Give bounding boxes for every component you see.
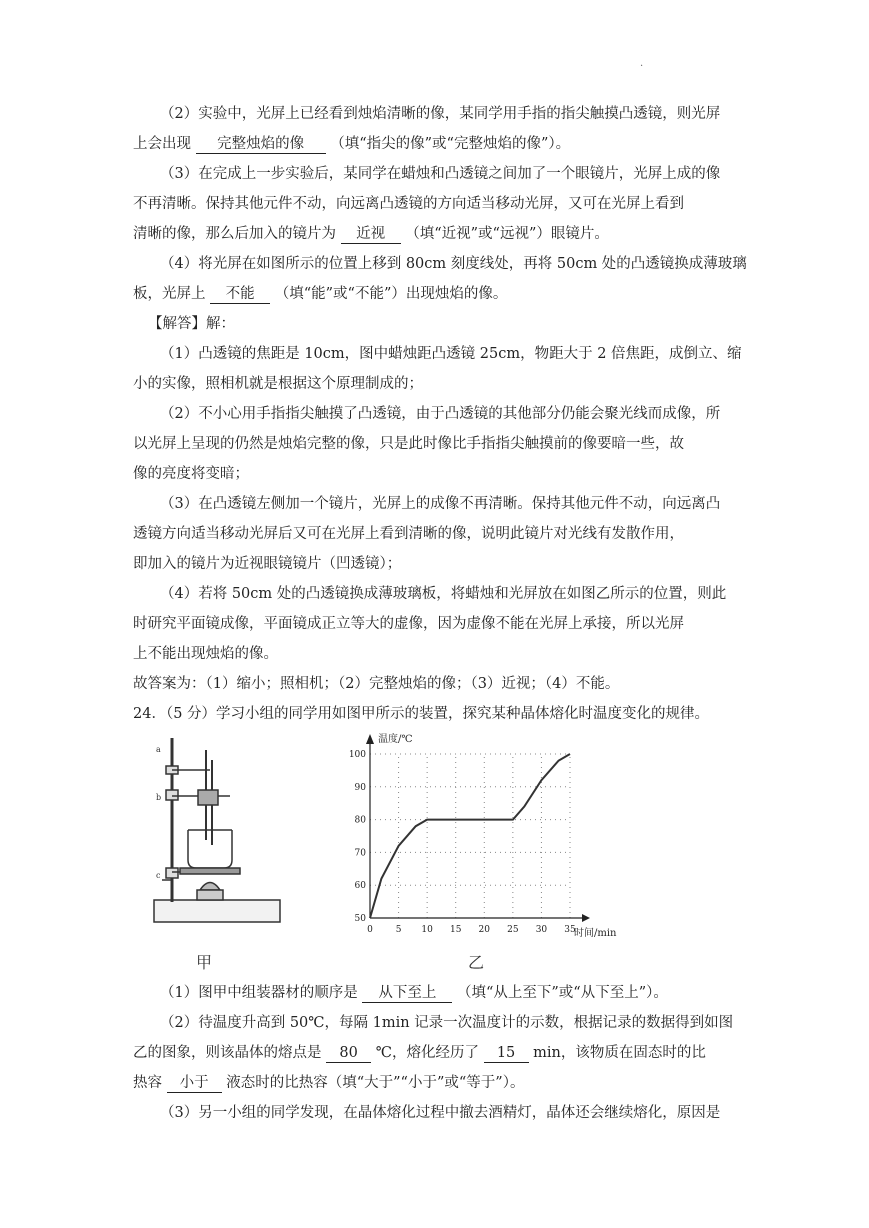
burner [200,883,220,891]
q23-part3-line2: 不再清晰。保持其他元件不动，向远离凸透镜的方向适当移动光屏，又可在光屏上看到 [133,196,684,212]
base-plate [154,900,280,922]
text: 上会出现 [133,136,191,152]
q23-part2-line1: （2）实验中，光屏上已经看到烛焰清晰的像，某同学用手指的指尖触摸凸透镜，则光屏 [160,106,721,122]
y-axis-arrow [366,734,374,744]
svg-text:b: b [156,793,162,802]
answer-blank: 不能 [210,285,270,304]
solution-2-line3: 像的亮度将变暗； [133,466,249,482]
svg-text:c: c [156,871,161,880]
figure-label-yi: 乙 [468,955,485,972]
text: （填“近视”或“远视”）眼镜片。 [405,226,609,242]
solution-1-line1: （1）凸透镜的焦距是 10cm，图中蜡烛距凸透镜 25cm，物距大于 2 倍焦距，成倒立、缩 [160,346,742,362]
page-dot: . [640,58,644,69]
x-tick-label: 25 [507,925,519,935]
text: （填“能”或“不能”）出现烛焰的像。 [274,286,508,302]
answer-blank: 80 [326,1044,371,1063]
q23-part4-line2 [133,284,507,304]
y-tick-label: 70 [354,848,366,859]
x-tick-label: 10 [421,925,433,935]
q24-part2-line3 [133,1073,524,1093]
text: 清晰的像，那么后加入的镜片为 [133,226,336,242]
svg-text:a: a [156,745,161,754]
q23-part2-line2 [133,134,570,154]
question-24-stem: 24．（5 分）学习小组的同学用如图甲所示的装置，探究某种晶体熔化时温度变化的规律。 [133,706,710,722]
q23-part4-line1: （4）将光屏在如图所示的位置上移到 80cm 刻度线处，再将 50cm 处的凸透镜换成薄玻璃 [160,256,747,272]
answer-blank: 15 [484,1044,529,1063]
solution-4-line1: （4）若将 50cm 处的凸透镜换成薄玻璃板，将蜡烛和光屏放在如图乙所示的位置，则此 [160,586,727,602]
answer-blank: 从下至上 [362,984,452,1003]
x-tick-label: 15 [449,925,462,935]
text: （填“指尖的像”或“完整烛焰的像”）。 [330,136,571,152]
x-tick-label: 35 [564,925,576,935]
x-axis-label: 时间/min [574,928,617,939]
q23-part3-line1: （3）在完成上一步实验后，某同学在蜡烛和凸透镜之间加了一个眼镜片，光屏上成的像 [160,166,721,182]
temperature-curve [370,754,570,918]
q23-part3-line3 [133,224,609,244]
text: （1）图甲中组装器材的顺序是 [160,985,358,1001]
solution-3-line2: 透镜方向适当移动光屏后又可在光屏上看到清晰的像，说明此镜片对光线有发散作用， [133,526,684,542]
answer-blank: 小于 [167,1074,222,1093]
figure-label-jia: 甲 [196,955,213,972]
beaker [188,830,232,868]
q24-part2-line2 [133,1043,706,1063]
answer-blank: 近视 [341,225,401,244]
x-axis-arrow [582,914,590,922]
answer-blank: 完整烛焰的像 [196,135,326,154]
solution-3-line3: 即加入的镜片为近视眼镜镜片（凹透镜）； [133,556,402,572]
solution-1-line2: 小的实像，照相机就是根据这个原理制成的； [133,376,423,392]
apparatus-figure [150,730,290,975]
x-tick-label: 30 [535,925,548,935]
text: （填“从上至下”或“从下至上”）。 [456,985,668,1001]
y-tick-label: 100 [348,750,366,760]
text: 热容 [133,1075,162,1091]
chart-grid [370,754,570,918]
solution-2-line1: （2）不小心用手指指尖触摸了凸透镜，由于凸透镜的其他部分仍能会聚光线而成像，所 [160,406,721,422]
y-tick-label: 90 [354,782,366,793]
x-tick-label: 0 [367,925,373,935]
solution-4-line2: 时研究平面镜成像，平面镜成正立等大的虚像，因为虚像不能在光屏上承接，所以光屏 [133,616,684,632]
y-tick-label: 60 [354,881,366,892]
final-answer: 故答案为：（1）缩小；照相机；（2）完整烛焰的像；（3）近视；（4）不能。 [133,676,620,692]
x-tick-label: 5 [395,925,402,935]
text: min，该物质在固态时的比 [533,1045,706,1061]
x-tick-label: 20 [478,925,491,935]
y-axis-label: 温度/℃ [378,734,413,745]
solution-4-line3: 上不能出现烛焰的像。 [133,646,278,662]
y-tick-label: 80 [354,815,366,826]
q24-part1 [160,983,668,1003]
solution-3-line1: （3）在凸透镜左侧加一个镜片，光屏上的成像不再清晰。保持其他元件不动，向远离凸 [160,496,721,512]
solution-2-line2: 以光屏上呈现的仍然是烛焰完整的像，只是此时像比手指指尖触摸前的像要暗一些，故 [133,436,684,452]
solution-heading: 【解答】解： [148,316,235,332]
temperature-chart [330,730,630,975]
text: ℃，熔化经历了 [375,1045,479,1061]
q24-part2-line1: （2）待温度升高到 50℃，每隔 1min 记录一次温度计的示数，根据记录的数据得到如图 [160,1015,734,1031]
y-tick-label: 50 [354,914,366,924]
q24-part3: （3）另一小组的同学发现，在晶体熔化过程中撤去酒精灯，晶体还会继续熔化，原因是 [160,1105,721,1121]
text: 液态时的比热容（填“大于”“小于”或“等于”）。 [226,1075,525,1091]
text: 板，光屏上 [133,286,206,302]
text: 乙的图象，则该晶体的熔点是 [133,1045,322,1061]
